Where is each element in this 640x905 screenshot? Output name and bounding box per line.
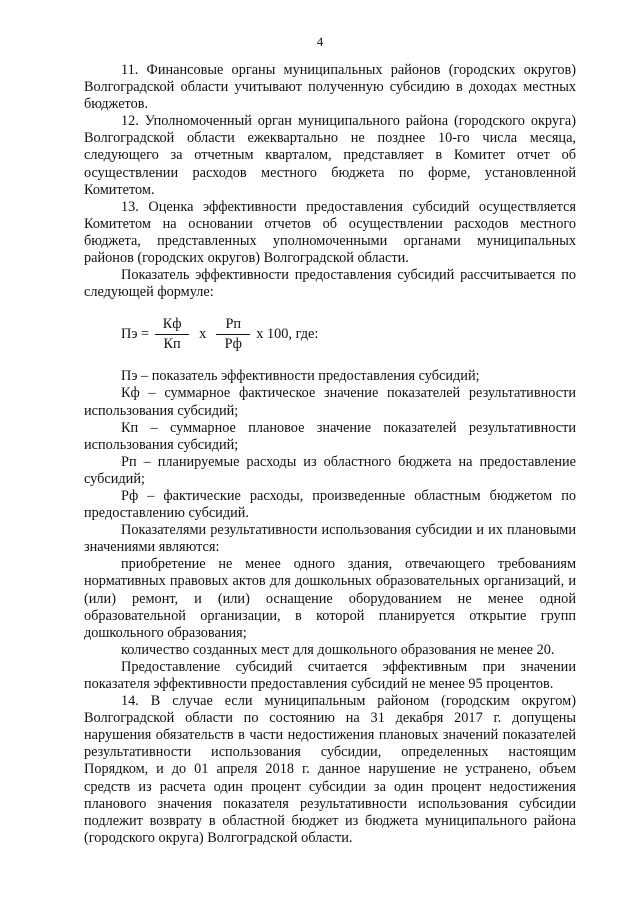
paragraph-efficiency-threshold: Предоставление субсидий считается эффективным при значении показателя эффективности предоставления субсидий не менее 95 процентов. bbox=[84, 658, 576, 692]
paragraph-11-financial-bodies: 11. Финансовые органы муниципальных районов (городских округов) Волгоградской области учитывают полученную субсидию в доходах местных бюджетов. bbox=[84, 62, 576, 113]
indicator-places-created: количество созданных мест для дошкольного образования не менее 20. bbox=[121, 641, 555, 658]
definition-kf: Кф – суммарное фактическое значение показателей результативности использования субсидий; bbox=[84, 385, 576, 419]
definition-rf: Рф – фактические расходы, произведенные областным бюджетом по предоставлению субсидий. bbox=[84, 487, 576, 522]
indicator-building-acquisition: приобретение не менее одного здания, отвечающего требованиям нормативных правовых актов для дошкольных образовательных организаций, и (или) ремонт, и (или) оснащение оборудованием не менее одной образовательной организации, в которой планируется открытие групп дошкольного образования; bbox=[84, 556, 576, 641]
paragraph-14-refund: 14. В случае если муниципальным районом (городским округом) Волгоградской области по состоянию на 31 декабря 2017 г. допущены нарушения обязательств в части недостижения плановых значений показателей результативности использования субсидии, определенных настоящим Порядком, и до 01 апреля 2018 г. данное нарушение не устранено, объем средств из расчета один процент субсидии за один процент недостижения планового значения показателя результативности использования субсидии подлежит возврату в областной бюджет из бюджета муниципального района (городского округа) Волгоградской области. bbox=[84, 693, 576, 846]
definition-pe: Пэ – показатель эффективности предоставления субсидий; bbox=[121, 368, 480, 385]
paragraph-13-efficiency-assessment: 13. Оценка эффективности предоставления субсидий осуществляется Комитетом на основании отчетов об осуществлении расходов местного бюджета, представленных уполномоченными органами муниципальных районов (городских округов) Волгоградской области. bbox=[84, 198, 576, 267]
fraction-kf-kp bbox=[155, 316, 189, 353]
fraction-denominator-kp: Кп bbox=[163, 335, 181, 352]
paragraph-formula-intro: Показатель эффективности предоставления субсидий рассчитывается по следующей формуле: bbox=[84, 267, 576, 301]
paragraph-12-quarterly-report: 12. Уполномоченный орган муниципального района (городского округа) Волгоградской области ежеквартально не позднее 10-го числа месяца, следующего за отчетным кварталом, представляет в Комитет отчет об осуществлении расходов местного бюджета по форме, установленной Комитетом. bbox=[84, 113, 576, 198]
fraction-numerator-kf: Кф bbox=[155, 316, 189, 335]
document-body bbox=[84, 62, 576, 847]
fraction-denominator-rf: Рф bbox=[224, 335, 242, 352]
definition-rp: Рп – планируемые расходы из областного бюджета на предоставление субсидий; bbox=[84, 453, 576, 487]
paragraph-result-indicators-intro: Показателями результативности использования субсидии и их плановыми значениями являются: bbox=[84, 522, 576, 556]
multiply-sign: x bbox=[199, 325, 207, 342]
definition-kp: Кп – суммарное плановое значение показателей результативности использования субсидий; bbox=[84, 419, 576, 453]
fraction-rp-rf bbox=[216, 316, 250, 353]
formula-tail: x 100, где: bbox=[256, 325, 319, 342]
formula-lhs: Пэ = bbox=[121, 325, 150, 342]
fraction-numerator-rp: Рп bbox=[216, 316, 250, 335]
page-number: 4 bbox=[316, 34, 324, 49]
efficiency-formula bbox=[121, 310, 576, 358]
